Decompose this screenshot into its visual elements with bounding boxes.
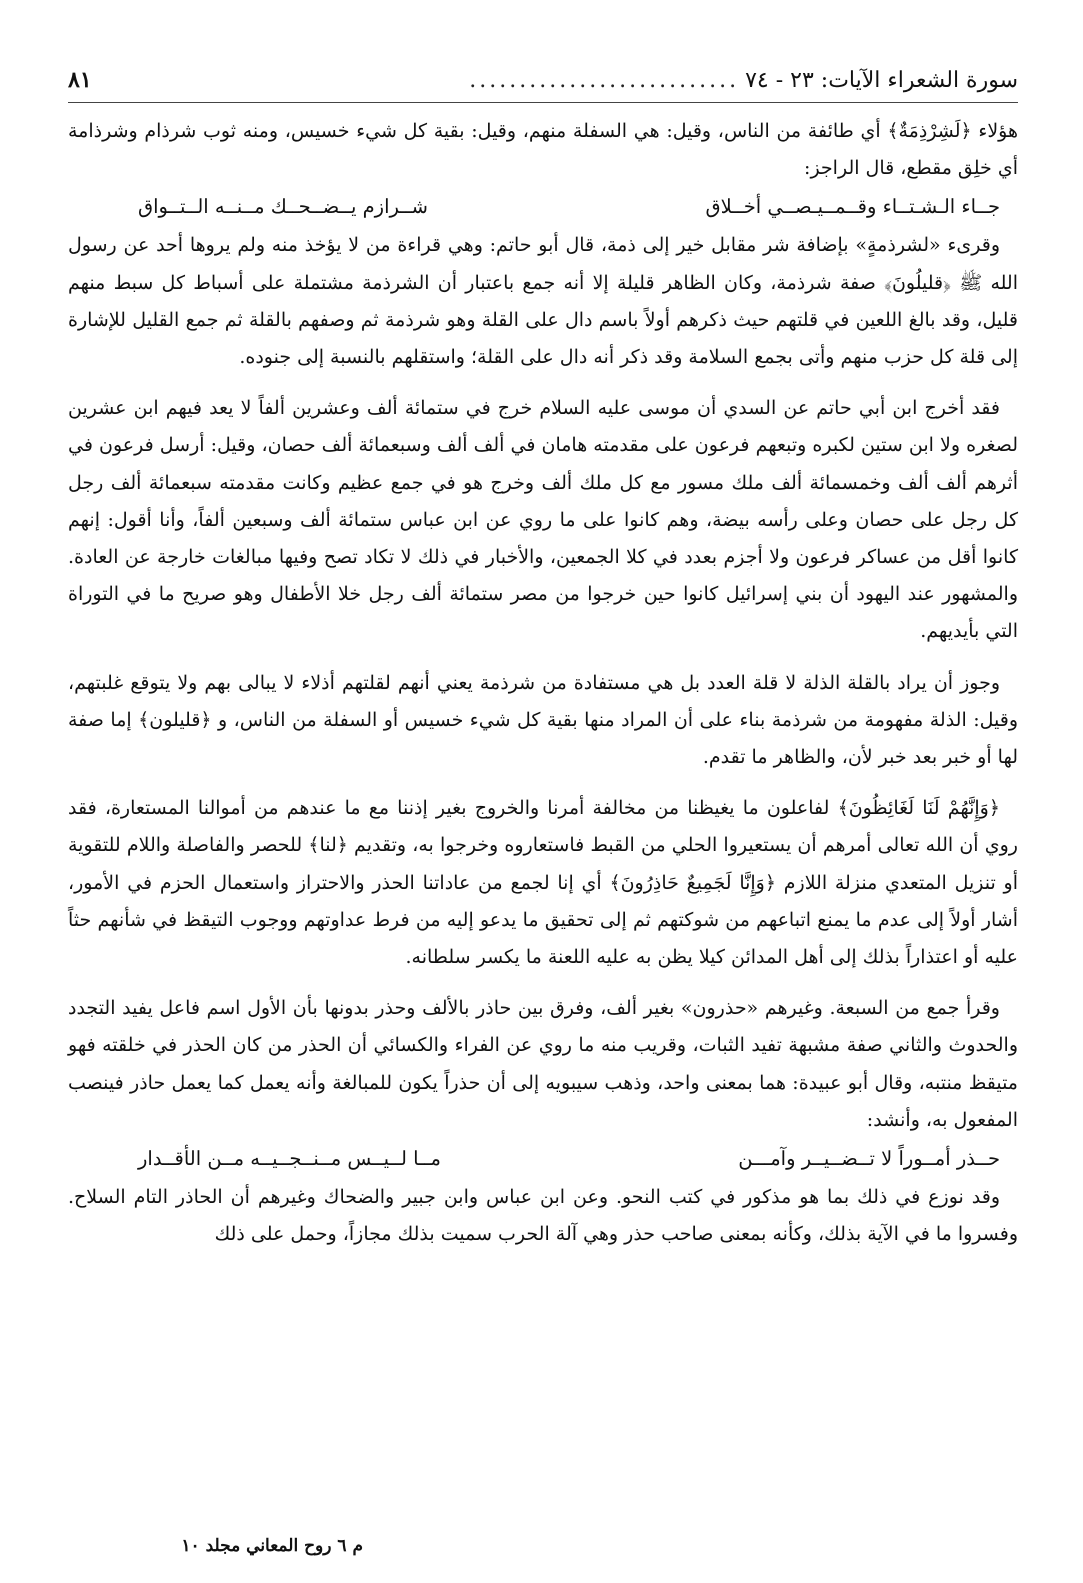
verse-line-2 [68, 1139, 1018, 1179]
paragraph-6: وقرأ جمع من السبعة. وغيرهم «حذرون» بغير ألف، وفرق بين حاذر بالألف وحذر بدونها بأن الأول اسم فاعل يفيد التجدد والحدوث والثاني صفة مشبهة تفيد الثبات، وقريب منه ما روي عن الفراء والكسائي أن الحذر من كان الحذر في خلقته فهو متيقظ منتبه، وقال أبو عبيدة: هما بمعنى واحد، وذهب سيبويه إلى أن حذراً يكون للمبالغة وأنه يعمل كما يعمل حاذر فينصب المفعول به، وأنشد: [68, 997, 1018, 1131]
paragraph-1: هؤلاء ﴿لَشِرْذِمَةٌ﴾ أي طائفة من الناس، وقيل: هي السفلة منهم، وقيل: بقية كل شيء خسيس، ومنه ثوب شرذام وشرذامة أي خلِق مقطع، قال الراجز: [68, 120, 1018, 180]
surah-title: سورة الشعراء الآيات: ٢٣ - ٧٤ [745, 68, 1018, 93]
running-header [68, 60, 1018, 103]
paragraph-5: ﴿وَإِنَّهُمْ لَنَا لَغَائِظُونَ﴾ لفاعلون ما يغيظنا من مخالفة أمرنا والخروج بغير إذننا مع ما عندهم من أموالنا المستعارة، فقد روي أن الله تعالى أمرهم أن يستعيروا الحلي من القبط فاستعاروه وخرجوا به، وتقديم ﴿لنا﴾ للحصر والفاصلة واللام للتقوية أو تنزيل المتعدي منزلة اللازم ﴿وَإِنَّا لَجَمِيعٌ حَاذِرُونَ﴾ أي إنا لجمع من عاداتنا الحذر والاحتراز واستعمال الحزم في الأمور، أشار أولاً إلى عدم ما يمنع اتباعهم من شوكتهم ثم إلى تحقيق ما يدعو إليه من فرط عداوتهم ووجوب التيقظ في شأنهم حثاً عليه أو اعتذاراً بذلك إلى أهل المدائن كيلا يظن به عليه اللعنة ما يكسر سلطانه. [68, 797, 1018, 969]
verse-2-hemistich-2: مــا لــيــس مــنــجــيــه مــن الأقــدار [138, 1147, 441, 1171]
leader-dots: ........................... [469, 68, 740, 93]
paragraph-2: وقرىء «لشرذمةٍ» بإضافة شر مقابل خير إلى ذمة، قال أبو حاتم: وهي قراءة من لا يؤخذ منه ولم يروها أحد عن رسول الله ﷺ ﴿قليلُونَ﴾ صفة شرذمة، وكان الظاهر قليلة إلا أنه جمع باعتبار أن الشرذمة مشتملة على أسباط كل سبط منهم قليل، وقد بالغ اللعين في قلتهم حيث ذكرهم أولاً باسم دال على القلة وهو شرذمة ثم وصفهم بالقلة ثم جمع القليل للإشارة إلى قلة كل حزب منهم وأتى بجمع السلامة وقد ذكر أنه دال على القلة؛ واستقلهم بالنسبة إلى جنوده. [68, 234, 1018, 369]
verse-2-hemistich-1: حــذر أمــوراً لا تــضــيــر وآمـــن [738, 1147, 1000, 1171]
document-page [68, 60, 1018, 1560]
verse-1-hemistich-1: جــاء الـشـتــاء وقــمــيـصــي أخــلاق [705, 195, 1000, 219]
paragraph-4: وجوز أن يراد بالقلة الذلة لا قلة العدد بل هي مستفادة من شرذمة يعني أنهم لقلتهم أذلاء لا يبالى بهم ولا يتوقع غلبتهم، وقيل: الذلة مفهومة من شرذمة بناء على أن المراد منها بقية كل شيء خسيس أو السفلة من الناس، و ﴿قليلون﴾ إما صفة لها أو خبر بعد خبر لأن، والظاهر ما تقدم. [68, 671, 1018, 769]
paragraph-7: وقد نوزع في ذلك بما هو مذكور في كتب النحو. وعن ابن عباس وابن جبير والضحاك وغيرهم أن الحاذر التام السلاح. وفسروا ما في الآية بذلك، وكأنه بمعنى صاحب حذر وهي آلة الحرب سميت بذلك مجازاً، وحمل على ذلك [68, 1186, 1018, 1246]
page-body [68, 113, 1018, 1253]
verse-line-1 [68, 187, 1018, 227]
paragraph-3: فقد أخرج ابن أبي حاتم عن السدي أن موسى عليه السلام خرج في ستمائة ألف وعشرين ألفاً لا يعد فيهم ابن عشرين لصغره ولا ابن ستين لكبره وتبعهم فرعون على مقدمته هامان في ألف ألف وسبعمائة ألف حصان، وقيل: أرسل فرعون في أثرهم ألف ألف وخمسمائة ألف ملك مسور مع كل ملك ألف وخرج هو في جمع عظيم وكانت مقدمته سبعمائة ألف رجل كل رجل على حصان وعلى رأسه بيضة، وهم كانوا على ما روي عن ابن عباس ستمائة ألف وسبعين ألفاً، وأنا أقول: إنهم كانوا أقل من عساكر فرعون ولا أجزم بعدد في كلا الجمعين، والأخبار في ذلك لا تكاد تصح وفيها مبالغات خارجة عن العادة. والمشهور عند اليهود أن بني إسرائيل كانوا حين خرجوا من مصر ستمائة ألف رجل خلا الأطفال وهو صريح ما في التوراة التي بأيديهم. [68, 397, 1018, 643]
verse-1-hemistich-2: شــرازم يــضــحــك مــنــه الــتــواق [138, 195, 429, 219]
footer-signature: م ٦ روح المعاني مجلد ١٠ [181, 1536, 363, 1556]
page-number: ٨١ [68, 67, 92, 93]
